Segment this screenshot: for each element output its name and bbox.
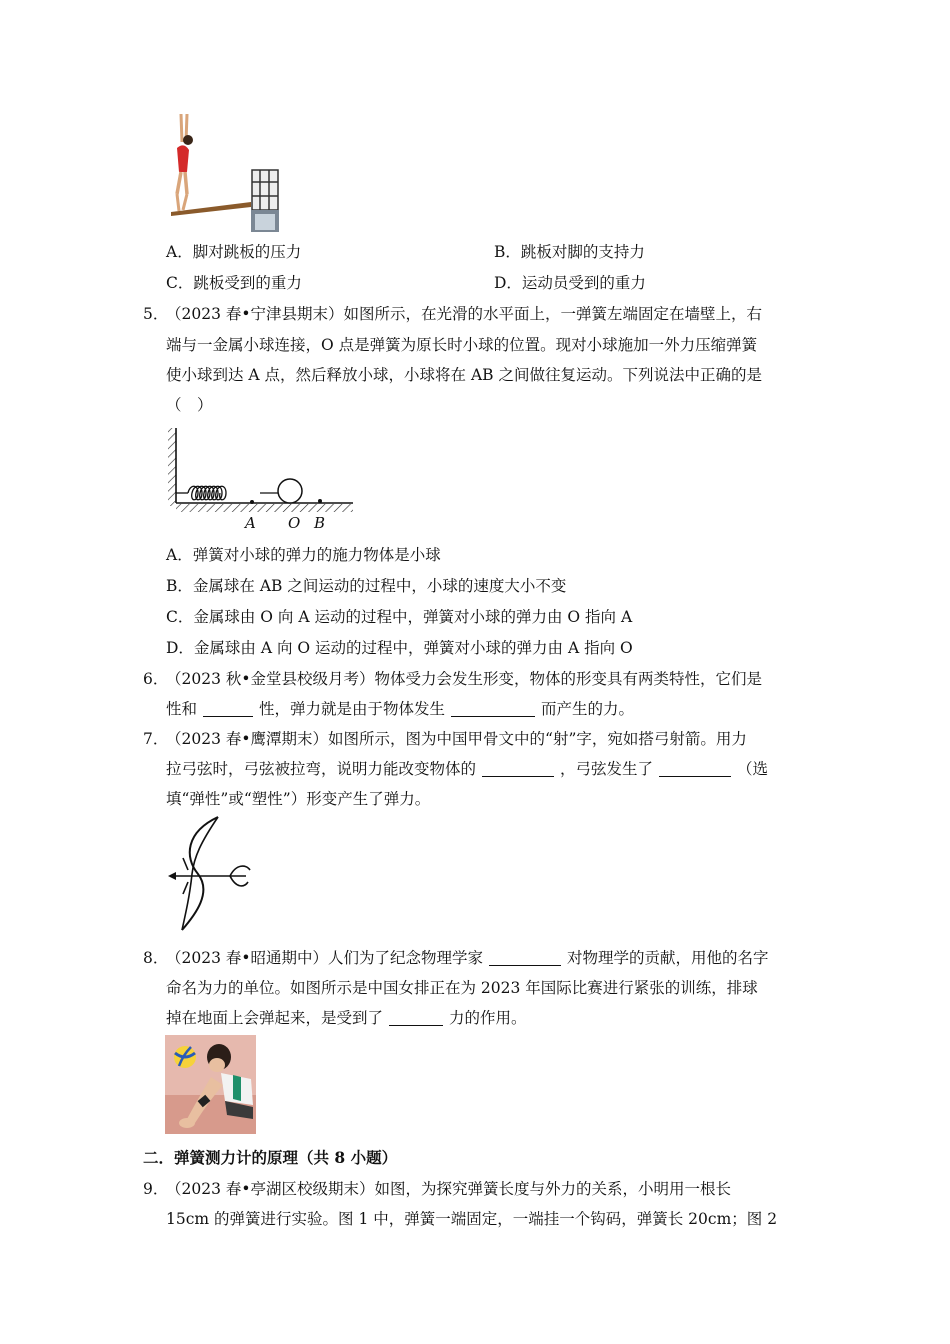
q5-stem-line-1: （2023 春•宁津县期末）如图所示，在光滑的水平面上，一弹簧左端固定在墙壁上，右 xyxy=(166,305,763,323)
q8-stem-line-2: 命名为力的单位。如图所示是中国女排正在为 2023 年国际比赛进行紧张的训练，排球 xyxy=(166,979,758,997)
q7-number: 7． xyxy=(143,730,169,748)
q4-option-d: D．运动员受到的重力 xyxy=(494,274,646,292)
q5-option-a: A．弹簧对小球的弹力的施力物体是小球 xyxy=(166,546,441,564)
q7-blank-1[interactable] xyxy=(482,760,554,777)
q8-blank-2[interactable] xyxy=(389,1009,443,1026)
q5-option-c: C．金属球由 O 向 A 运动的过程中，弹簧对小球的弹力由 O 指向 A xyxy=(166,608,633,626)
volleyball-player-photo xyxy=(165,1035,256,1134)
q5-stem-line-2: 端与一金属小球连接，O 点是弹簧为原长时小球的位置。现对小球施加一外力压缩弹簧 xyxy=(166,336,758,354)
q9-stem-line-1: （2023 春•亭湖区校级期末）如图，为探究弹簧长度与外力的关系，小明用一根长 xyxy=(166,1180,732,1198)
point-label-o: O xyxy=(288,514,301,532)
q5-answer-bracket: （ ） xyxy=(166,396,213,414)
point-label-a: A xyxy=(245,514,256,532)
q7-stem-line-1: （2023 春•鹰潭期末）如图所示，图为中国甲骨文中的“射”字，宛如搭弓射箭。用力 xyxy=(166,730,747,748)
q6-stem-line-2: 性和 性，弹力就是由于物体发生 而产生的力。 xyxy=(166,700,635,718)
q7-stem-line-2: 拉弓弦时，弓弦被拉弯，说明力能改变物体的 ，弓弦发生了 （选 xyxy=(166,760,769,778)
q7-blank-2[interactable] xyxy=(659,760,731,777)
oracle-bone-she-character-figure xyxy=(166,812,256,937)
q5-option-d: D．金属球由 A 向 O 运动的过程中，弹簧对小球的弹力由 A 指向 O xyxy=(166,639,633,657)
q6-blank-1[interactable] xyxy=(203,700,253,717)
spring-ball-figure xyxy=(166,425,358,537)
q4-option-a: A．脚对跳板的压力 xyxy=(166,243,302,261)
q4-option-c: C．跳板受到的重力 xyxy=(166,274,302,292)
point-label-b: B xyxy=(314,514,326,532)
q6-stem-line-1: （2023 秋•金堂县校级月考）物体受力会发生形变，物体的形变具有两类特性，它们是 xyxy=(166,670,763,688)
diver-springboard-figure xyxy=(165,112,280,234)
q7-stem-line-3: 填“弹性”或“塑性”）形变产生了弹力。 xyxy=(166,790,431,808)
q8-blank-1[interactable] xyxy=(489,949,561,966)
q6-blank-2[interactable] xyxy=(451,700,535,717)
q9-number: 9． xyxy=(143,1180,169,1198)
q5-number: 5． xyxy=(143,305,169,323)
q4-option-b: B．跳板对脚的支持力 xyxy=(494,243,645,261)
q6-number: 6． xyxy=(143,670,169,688)
q8-stem-line-3: 掉在地面上会弹起来，是受到了 力的作用。 xyxy=(166,1009,527,1027)
q8-number: 8． xyxy=(143,949,169,967)
q9-stem-line-2: 15cm 的弹簧进行实验。图 1 中，弹簧一端固定，一端挂一个钩码，弹簧长 20cm；图 2 xyxy=(166,1210,778,1228)
section-2-heading: 二．弹簧测力计的原理（共 8 小题） xyxy=(143,1148,398,1167)
q8-stem-line-1: （2023 春•昭通期中）人们为了纪念物理学家 对物理学的贡献，用他的名字 xyxy=(166,949,769,967)
q5-stem-line-3: 使小球到达 A 点，然后释放小球，小球将在 AB 之间做往复运动。下列说法中正确的是 xyxy=(166,366,762,384)
q5-option-b: B．金属球在 AB 之间运动的过程中，小球的速度大小不变 xyxy=(166,577,567,595)
